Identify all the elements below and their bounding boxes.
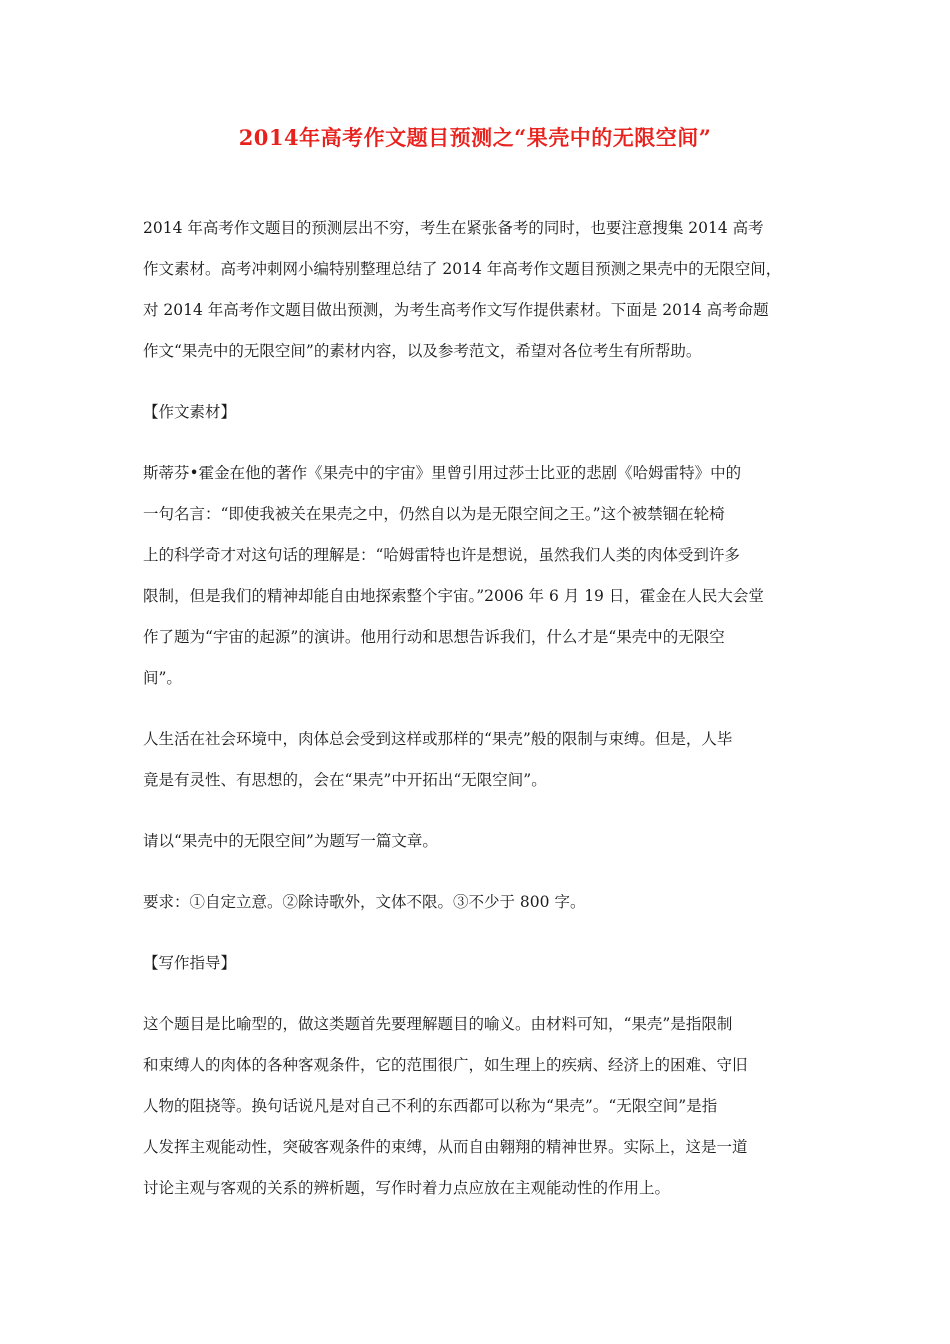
text-line: 和束缚人的肉体的各种客观条件，它的范围很广，如生理上的疾病、经济上的困难、守旧 <box>143 1056 748 1074</box>
text-line: 间”。 <box>143 669 182 687</box>
guide-heading: 【写作指导】 <box>143 954 237 972</box>
text-line: 人物的阻挠等。换句话说凡是对自己不利的东西都可以称为“果壳”。“无限空间”是指 <box>143 1097 718 1115</box>
text-line: 限制，但是我们的精神却能自由地探索整个宇宙。”2006 年 6 月 19 日，霍金在人民大会堂 <box>143 587 764 605</box>
prompt-paragraph <box>143 821 823 862</box>
guide-paragraph <box>143 1004 823 1209</box>
text-line: 请以“果壳中的无限空间”为题写一篇文章。 <box>143 832 438 850</box>
document-title: 2014年高考作文题目预测之“果壳中的无限空间” <box>238 125 712 150</box>
text-line: 人发挥主观能动性，突破客观条件的束缚，从而自由翱翔的精神世界。实际上，这是一道 <box>143 1138 748 1156</box>
intro-paragraph <box>143 208 823 372</box>
text-line: 作文“果壳中的无限空间”的素材内容，以及参考范文，希望对各位考生有所帮助。 <box>143 342 702 360</box>
material-paragraph-1 <box>143 453 823 699</box>
text-line: 竟是有灵性、有思想的，会在“果壳”中开拓出“无限空间”。 <box>143 771 547 789</box>
material-paragraph-2 <box>143 719 823 801</box>
document-body <box>143 208 823 1229</box>
text-line: 一句名言：“即使我被关在果壳之中，仍然自以为是无限空间之王。”这个被禁锢在轮椅 <box>143 505 725 523</box>
text-line: 要求：①自定立意。②除诗歌外，文体不限。③不少于 800 字。 <box>143 893 586 911</box>
text-line: 作了题为“宇宙的起源”的演讲。他用行动和思想告诉我们，什么才是“果壳中的无限空 <box>143 628 725 646</box>
text-line: 人生活在社会环境中，肉体总会受到这样或那样的“果壳”般的限制与束缚。但是，人毕 <box>143 730 733 748</box>
text-line: 斯蒂芬•霍金在他的著作《果壳中的宇宙》里曾引用过莎士比亚的悲剧《哈姆雷特》中的 <box>143 464 742 482</box>
text-line: 这个题目是比喻型的，做这类题首先要理解题目的喻义。由材料可知，“果壳”是指限制 <box>143 1015 733 1033</box>
text-line: 讨论主观与客观的关系的辨析题，写作时着力点应放在主观能动性的作用上。 <box>143 1179 671 1197</box>
text-line: 2014 年高考作文题目的预测层出不穷，考生在紧张备考的同时，也要注意搜集 2014 高考 <box>143 219 764 237</box>
text-line: 作文素材。高考冲刺网小编特别整理总结了 2014 年高考作文题目预测之果壳中的无限空间， <box>143 260 782 278</box>
text-line: 对 2014 年高考作文题目做出预测，为考生高考作文写作提供素材。下面是 2014 高考命题 <box>143 301 769 319</box>
material-heading: 【作文素材】 <box>143 403 237 421</box>
text-line: 上的科学奇才对这句话的理解是：“哈姆雷特也许是想说，虽然我们人类的肉体受到许多 <box>143 546 740 564</box>
requirements-paragraph <box>143 882 823 923</box>
